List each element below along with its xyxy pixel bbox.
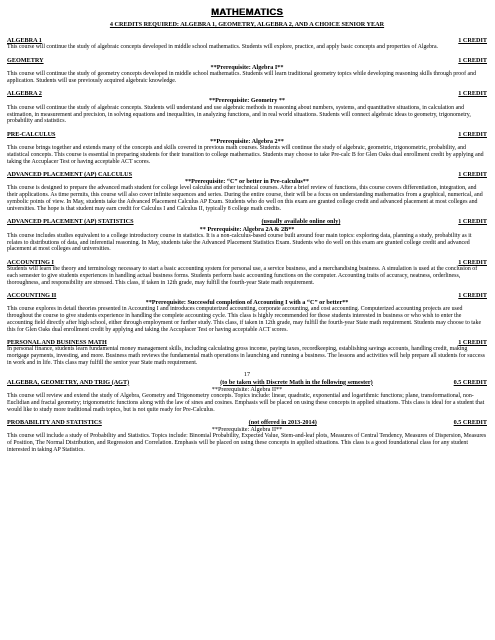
course-personal-and-business-math bbox=[7, 339, 487, 367]
course-prerequisite: **Prerequisite: Successful completion of Accounting I with a “C” or better** bbox=[145, 299, 349, 307]
course-credit: 1 CREDIT bbox=[458, 171, 487, 179]
course-prerequisite: **Prerequisite: Geometry ** bbox=[208, 97, 286, 105]
course-prerequisite: **Prerequisite: Algebra I** bbox=[210, 63, 284, 71]
course-description: Students will learn the theory and terminology necessary to start a basic accounting system for personal use, a service business, and a merchandising business. A simulation is used at the conclusion of each semester to give students experiences in handling actual business forms. Students perform basic accounting functions on the computer. Accounting traits of accuracy, neatness, orderliness, thoroughness, and responsibility are stressed. This class, if taken in 12th grade, may fulfill the fourth-year State math requirement. bbox=[7, 265, 478, 286]
course-algebra-2 bbox=[7, 90, 487, 125]
course-description: This course will continue the study of algebraic concepts developed in middle school mathematics. Students will explore, practice, and apply basic concepts and properties of Algebra. bbox=[7, 44, 439, 51]
course-description: This course is designed to prepare the advanced math student for college level calculus and other technical courses. After a brief review of functions, this course covers differentiation, integration, and their applications. As time permits, this course will also cover infinite sequences and series. During the entire course, their will be a focus on understanding mathematics from a graphical, numerical, and symbolic points of view. In May, students take the Advanced Placement Calculus AP Exam. Students who do well on this exam are granted college credit and advanced placement at most colleges and universities. The hope is that student may earn credit for Calculus I and Calculus II, typically 8 college math credits. bbox=[7, 185, 483, 213]
course-heading bbox=[7, 131, 487, 138]
course-description: This course will review and extend the study of Algebra, Geometry and Trigonometry concepts. Topics include: linear, quadratic, exponential and logarithmic functions; plane, transformational, non-Euclidian and fractal geometry; trigonometric functions along with the law of sines and cosines. Emphasis will be placed on using these concepts in applied situations. This class is ideal for a student that would like to study more traditional math topics, but is not quite ready for Pre-Calculus. bbox=[7, 393, 485, 413]
course-note: (to be taken with Discrete Math in the following semester) bbox=[220, 378, 373, 386]
course-heading bbox=[7, 171, 487, 178]
course-note: (not offered in 2013-2014) bbox=[248, 419, 317, 427]
course-credit: 1 CREDIT bbox=[458, 90, 487, 98]
course-credit: 1 CREDIT bbox=[458, 258, 487, 266]
course-heading bbox=[7, 90, 487, 97]
course-name: PERSONAL AND BUSINESS MATH bbox=[7, 339, 107, 347]
course-list-continued bbox=[7, 379, 487, 454]
course-name: ACCOUNTING I bbox=[7, 258, 54, 266]
document-page bbox=[7, 6, 487, 459]
course-accounting-ii bbox=[7, 292, 487, 334]
course-name: PRE-CALCULUS bbox=[7, 130, 56, 138]
course-name: ACCOUNTING II bbox=[7, 291, 57, 299]
course-name: PROBABILITY AND STATISTICS bbox=[7, 419, 102, 427]
credit-requirement: 4 CREDITS REQUIRED: ALGEBRA 1, GEOMETRY, ALGEBRA 2, AND A CHOICE SENIOR YEAR bbox=[109, 21, 385, 29]
course-prerequisite: **Prerequisite: Algebra II** bbox=[211, 426, 283, 434]
course-prerequisite: **Prerequisite: Algebra II** bbox=[211, 385, 283, 393]
course-algebra-geometry-and-trig-agt bbox=[7, 379, 487, 414]
course-advanced-placement-ap-statistics bbox=[7, 218, 487, 253]
course-description: In personal finance, students learn fundamental money management skills, including calculating gross income, paying taxes, recordkeeping, establishing savings accounts, handling credit, making mortgage payments, investing, and more. Business math reviews the fundamental math operations in launching and running a business. The lessons and activities will help prepare all students for success in work and in life. This class may fulfill the senior year State math requirement. bbox=[7, 346, 485, 367]
course-name: ADVANCED PLACEMENT (AP) CALCULUS bbox=[7, 171, 133, 179]
course-algebra-1 bbox=[7, 37, 487, 51]
course-prerequisite: ** Prerequisite: Algebra 2A & 2B** bbox=[199, 225, 295, 233]
course-list bbox=[7, 37, 487, 367]
course-note: (usually available online only) bbox=[261, 218, 341, 226]
course-name: ALGEBRA 1 bbox=[7, 37, 42, 45]
course-heading bbox=[7, 57, 487, 64]
course-pre-calculus bbox=[7, 131, 487, 166]
course-heading bbox=[7, 419, 487, 426]
course-prerequisite: **Prerequisite: Algebra 2** bbox=[210, 137, 284, 145]
course-name: GEOMETRY bbox=[7, 56, 44, 64]
course-description: This course will include a study of Probability and Statistics. Topics include: Binomial Probability, Expected Value, Stem-and-leaf plots, Measures of Central Tendency, Measures of Dispersion, Measures of Position, The Normal Distribution, and Regression and Correlation. Emphasis will be placed on using these concepts in applied situations. This class is a good foundational class for any student interested in taking AP Statistics. bbox=[7, 433, 487, 454]
course-credit: 1 CREDIT bbox=[458, 130, 487, 138]
course-prerequisite: **Prerequisite: “C” or better in Pre-calculus** bbox=[184, 178, 309, 186]
course-description: This course includes studies equivalent to a college introductory course in statistics. It is a non-calculus-based course built around four main topics: exploring data, planning a study, probability as it relates to distributions of data, and inferential reasoning. In May, students take the Advanced Placement Statistics Exam. Students who do well on this exam are granted college credit and advanced placement at most colleges and universities. bbox=[7, 232, 472, 253]
course-advanced-placement-ap-calculus bbox=[7, 171, 487, 213]
course-description: This course brings together and extends many of the concepts and skills covered in previous math courses. Students will continue the study of algebraic, geometric, trigonometric, probability, and statistical concepts. This course is essential in preparing students for their transition to college mathematics. Students may choose to take Pre-calc B for Glen Oaks dual enrollment credit by applying and taking the Accuplacer Test or having acceptable ACT scores. bbox=[7, 145, 484, 165]
course-credit: 1 CREDIT bbox=[458, 339, 487, 347]
course-description: This course will continue the study of geometry concepts developed in middle school mathematics. Students will learn traditional geometry topics while developing reasoning skills through proof and application. Students will use previously acquired algebraic knowledge. bbox=[7, 71, 477, 84]
course-heading bbox=[7, 218, 487, 225]
page-title: MATHEMATICS bbox=[210, 7, 284, 18]
course-credit: 0.5 CREDIT bbox=[453, 419, 487, 427]
course-name: ADVANCED PLACEMENT (AP) STATISTICS bbox=[7, 218, 134, 226]
course-heading bbox=[7, 379, 487, 386]
course-accounting-i bbox=[7, 259, 487, 287]
course-credit: 1 CREDIT bbox=[458, 291, 487, 299]
course-probability-and-statistics bbox=[7, 419, 487, 454]
course-credit: 0.5 CREDIT bbox=[453, 378, 487, 386]
course-description: This course will continue the study of algebraic concepts. Students will understand and use algebraic methods in reasoning about numbers, systems, and quantitative situations, in calculation and estimation, in measurement and precision, in solving equations and inequalities, in analyzing functions, and in real world situations. Students will connect algebraic ideas to geometry, trigonometry, probability and statistics. bbox=[7, 104, 471, 125]
course-credit: 1 CREDIT bbox=[458, 37, 487, 45]
course-name: ALGEBRA, GEOMETRY, AND TRIG (AGT) bbox=[7, 378, 130, 386]
page-number: 17 bbox=[243, 371, 251, 379]
course-heading bbox=[7, 259, 487, 266]
course-credit: 1 CREDIT bbox=[458, 56, 487, 64]
course-geometry bbox=[7, 57, 487, 85]
course-description: This course explores in detail theories presented in Accounting I and introduces computerized accounting, corporate accounting, and cost accounting. Computerized accounting projects are used throughout the course to give students experience in handling the complete accounting cycle. This class is highly recommended for those students interested in business or who wish to enter the accounting field directly after high school, either through employment or further study. This class, if taken in 12th grade, may fulfill the fourth-year State math requirement. Students may choose to take this for Glen Oaks dual enrollment credit by applying and taking the Accuplacer Test or having acceptable ACT scores. bbox=[7, 306, 482, 333]
course-heading bbox=[7, 292, 487, 299]
course-credit: 1 CREDIT bbox=[458, 218, 487, 226]
course-name: ALGEBRA 2 bbox=[7, 90, 42, 98]
